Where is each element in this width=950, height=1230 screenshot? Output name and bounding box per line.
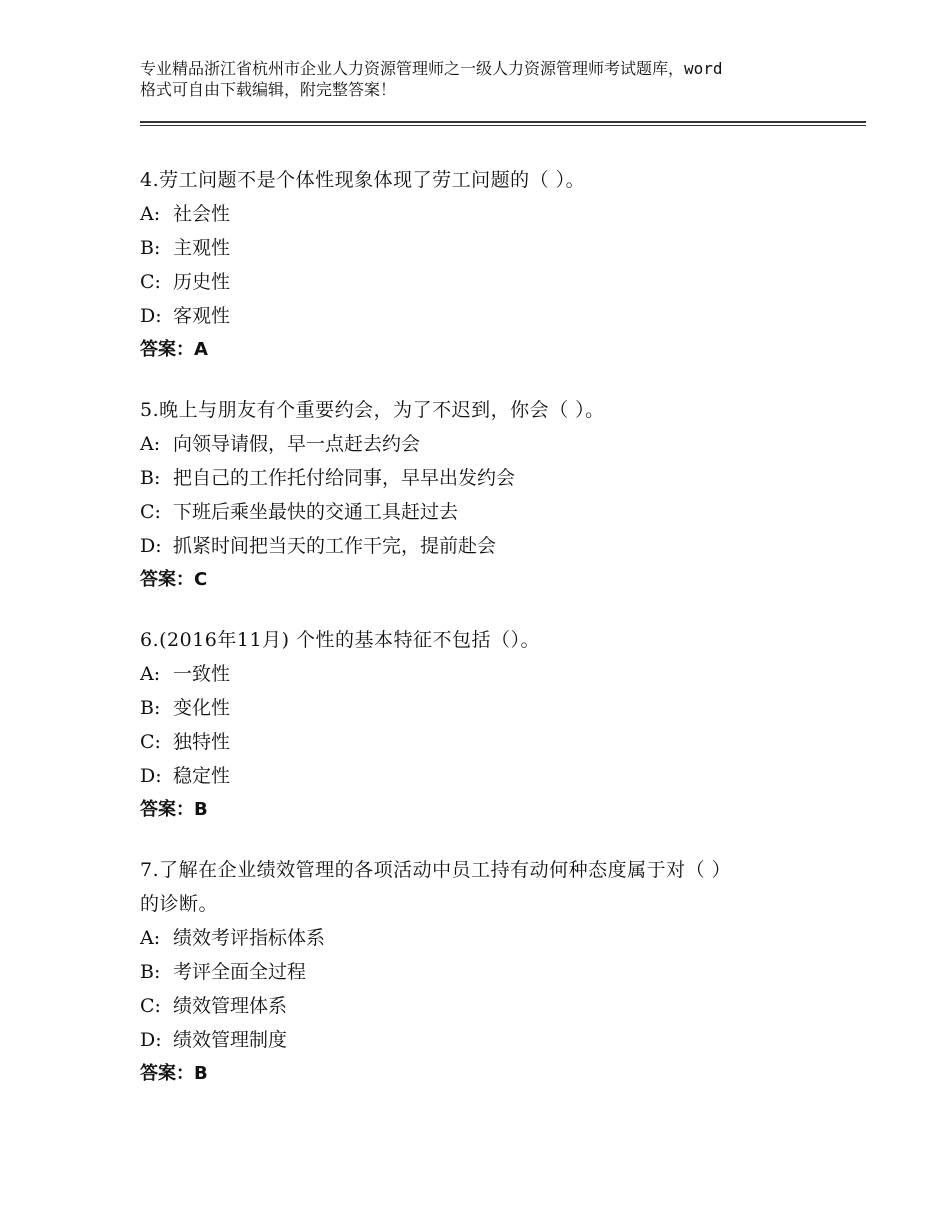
question-stem-line: 6.(2016年11月) 个性的基本特征不包括（）。 <box>140 629 541 651</box>
answer-line: 答案：C <box>140 569 208 590</box>
option-text: 向领导请假，早一点赶去约会 <box>173 433 421 455</box>
option-b <box>140 955 840 989</box>
option-b <box>140 691 840 725</box>
question-item <box>140 393 840 597</box>
option-letter: C: <box>140 731 161 753</box>
option-letter: B: <box>140 961 161 983</box>
option-d <box>140 1023 840 1057</box>
option-text: 独特性 <box>173 731 231 753</box>
option-text: 主观性 <box>173 237 231 259</box>
option-c <box>140 989 840 1023</box>
option-letter: C: <box>140 501 161 523</box>
option-text: 变化性 <box>173 697 231 719</box>
question-stem <box>140 163 840 197</box>
option-a <box>140 921 840 955</box>
option-text: 一致性 <box>173 663 231 685</box>
question-item <box>140 623 840 827</box>
header-line-2: 格式可自由下载编辑，附完整答案！ <box>140 80 397 99</box>
option-letter: A: <box>140 663 161 685</box>
option-text: 考评全面全过程 <box>173 961 307 983</box>
option-text: 绩效管理体系 <box>173 995 288 1017</box>
question-stem-line: 7.了解在企业绩效管理的各项活动中员工持有动何种态度属于对（ ） <box>140 859 732 881</box>
option-a <box>140 427 840 461</box>
header-divider-thin <box>140 125 866 126</box>
question-stem-line: 的诊断。 <box>140 893 219 915</box>
option-letter: A: <box>140 203 161 225</box>
option-b <box>140 461 840 495</box>
question-list <box>140 163 840 1117</box>
header-divider <box>140 121 866 123</box>
option-d <box>140 299 840 333</box>
option-text: 绩效考评指标体系 <box>173 927 326 949</box>
option-letter: C: <box>140 995 161 1017</box>
question-stem-line: 4.劳工问题不是个体性现象体现了劳工问题的（ ）。 <box>140 169 586 191</box>
option-letter: D: <box>140 305 162 327</box>
answer-line: 答案：A <box>140 339 208 360</box>
option-text: 把自己的工作托付给同事，早早出发约会 <box>173 467 516 489</box>
option-c <box>140 725 840 759</box>
option-text: 历史性 <box>173 271 231 293</box>
question-stem <box>140 393 840 427</box>
option-text: 绩效管理制度 <box>173 1029 288 1051</box>
question-item <box>140 853 840 1091</box>
option-c <box>140 265 840 299</box>
option-letter: A: <box>140 927 161 949</box>
option-letter: B: <box>140 467 161 489</box>
option-letter: D: <box>140 765 162 787</box>
option-a <box>140 657 840 691</box>
question-stem <box>140 623 840 657</box>
option-text: 社会性 <box>173 203 231 225</box>
answer-line: 答案：B <box>140 799 208 820</box>
option-letter: D: <box>140 1029 162 1051</box>
header-line-1: 专业精品浙江省杭州市企业人力资源管理师之一级人力资源管理师考试题库，word <box>140 59 723 78</box>
document-header <box>140 58 840 100</box>
question-item <box>140 163 840 367</box>
answer-line: 答案：B <box>140 1063 208 1084</box>
option-text: 抓紧时间把当天的工作干完，提前赴会 <box>173 535 497 557</box>
option-text: 客观性 <box>173 305 231 327</box>
option-d <box>140 759 840 793</box>
question-stem-line: 5.晚上与朋友有个重要约会，为了不迟到，你会（ ）。 <box>140 399 605 421</box>
option-d <box>140 529 840 563</box>
option-text: 稳定性 <box>173 765 231 787</box>
option-letter: D: <box>140 535 162 557</box>
option-letter: A: <box>140 433 161 455</box>
option-a <box>140 197 840 231</box>
question-stem <box>140 853 840 921</box>
option-b <box>140 231 840 265</box>
option-text: 下班后乘坐最快的交通工具赶过去 <box>173 501 459 523</box>
option-letter: C: <box>140 271 161 293</box>
option-letter: B: <box>140 237 161 259</box>
option-c <box>140 495 840 529</box>
option-letter: B: <box>140 697 161 719</box>
